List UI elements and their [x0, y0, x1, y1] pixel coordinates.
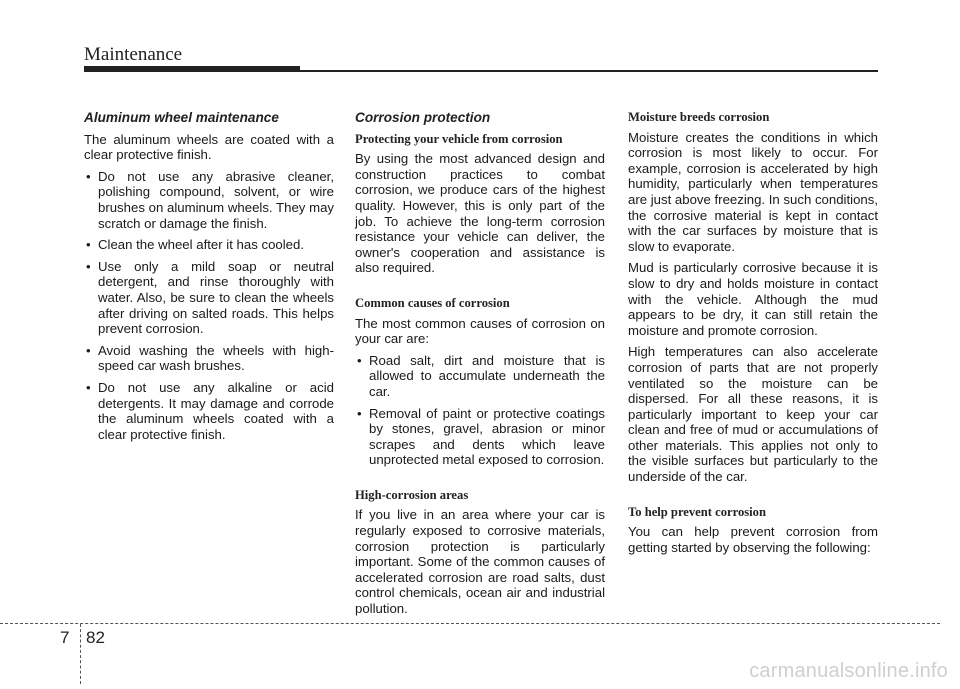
heading-corrosion-protection: Corrosion protection: [355, 110, 491, 125]
list-item: • Use only a mild soap or neutral detergent, and rinse thoroughly with water. Also, be sure to clean the wheels after driving on salted roads. This helps prevent corrosion.: [84, 259, 334, 337]
paragraph: Mud is particularly corrosive because it is slow to dry and holds moisture in contact with the vehicle. Although the mud appears to be dry, it can still retain the moisture and promote corrosion.: [628, 260, 878, 338]
section-title: Maintenance: [84, 44, 183, 65]
paragraph: The most common causes of corrosion on your car are:: [355, 315, 605, 347]
column-moisture: [628, 110, 878, 561]
list-item: • Clean the wheel after it has cooled.: [84, 237, 334, 253]
paragraph: High temperatures can also accelerate corrosion of parts that are not properly ventilated so the moisture can be dispersed. For all these reasons, it is particularly important to keep your car clean and free of mud or accumulations of other materials. This applies not only to the visible surfaces but particularly to the underside of the car.: [628, 344, 878, 485]
column-corrosion-protection: [355, 110, 605, 623]
subheading-protecting-vehicle: Protecting your vehicle from corrosion: [355, 131, 563, 146]
paragraph: If you live in an area where your car is regularly exposed to corrosive materials, corrosion protection is particularly important. Some of the common causes of accelerated corrosion are road salts, dust control chemicals, ocean air and industrial pollution.: [355, 507, 605, 617]
heading-aluminum-wheel-maintenance: Aluminum wheel maintenance: [84, 110, 279, 125]
subheading-help-prevent-corrosion: To help prevent corrosion: [628, 504, 766, 519]
list-item: • Do not use any abrasive cleaner, polishing compound, solvent, or wire brushes on aluminum wheels. They may scratch or damage the finish.: [84, 169, 334, 231]
header-bar-thick: [84, 66, 300, 72]
subheading-common-causes: Common causes of corrosion: [355, 295, 510, 310]
header-rule: [300, 70, 878, 72]
bullet-list: [84, 169, 334, 443]
paragraph: The aluminum wheels are coated with a clear protective finish.: [84, 131, 334, 163]
column-aluminum-wheel: [84, 110, 334, 448]
chapter-number: 7: [60, 628, 70, 647]
paragraph: You can help prevent corrosion from getting started by observing the following:: [628, 524, 878, 555]
list-item: • Removal of paint or protective coatings by stones, gravel, abrasion or minor scrapes and dents which leave unprotected metal exposed to corrosion.: [355, 406, 605, 468]
list-item: • Road salt, dirt and moisture that is allowed to accumulate underneath the car.: [355, 353, 605, 400]
paragraph: By using the most advanced design and construction practices to combat corrosion, we produce cars of the highest quality. However, this is only part of the job. To achieve the long-term corrosion resistance your vehicle can deliver, the owner's cooperation and assistance is also required.: [355, 151, 605, 276]
list-item: • Avoid washing the wheels with high-speed car wash brushes.: [84, 343, 334, 374]
bullet-list: [355, 353, 605, 468]
paragraph: Moisture creates the conditions in which corrosion is most likely to occur. For example, corrosion is accelerated by high humidity, particularly when temperatures are just above freezing. In such conditions, the corrosive material is kept in contact with the car surfaces by moisture that is slow to evaporate.: [628, 129, 878, 254]
watermark-text: carmanualsonline.info: [749, 660, 948, 682]
footer-divider: [80, 624, 81, 684]
footer-rule: [0, 623, 940, 624]
page-number: 82: [86, 628, 105, 647]
list-item: • Do not use any alkaline or acid detergents. It may damage and corrode the aluminum wheels coated with a clear protective finish.: [84, 380, 334, 442]
subheading-moisture-breeds-corrosion: Moisture breeds corrosion: [628, 110, 770, 124]
subheading-high-corrosion-areas: High-corrosion areas: [355, 487, 469, 502]
